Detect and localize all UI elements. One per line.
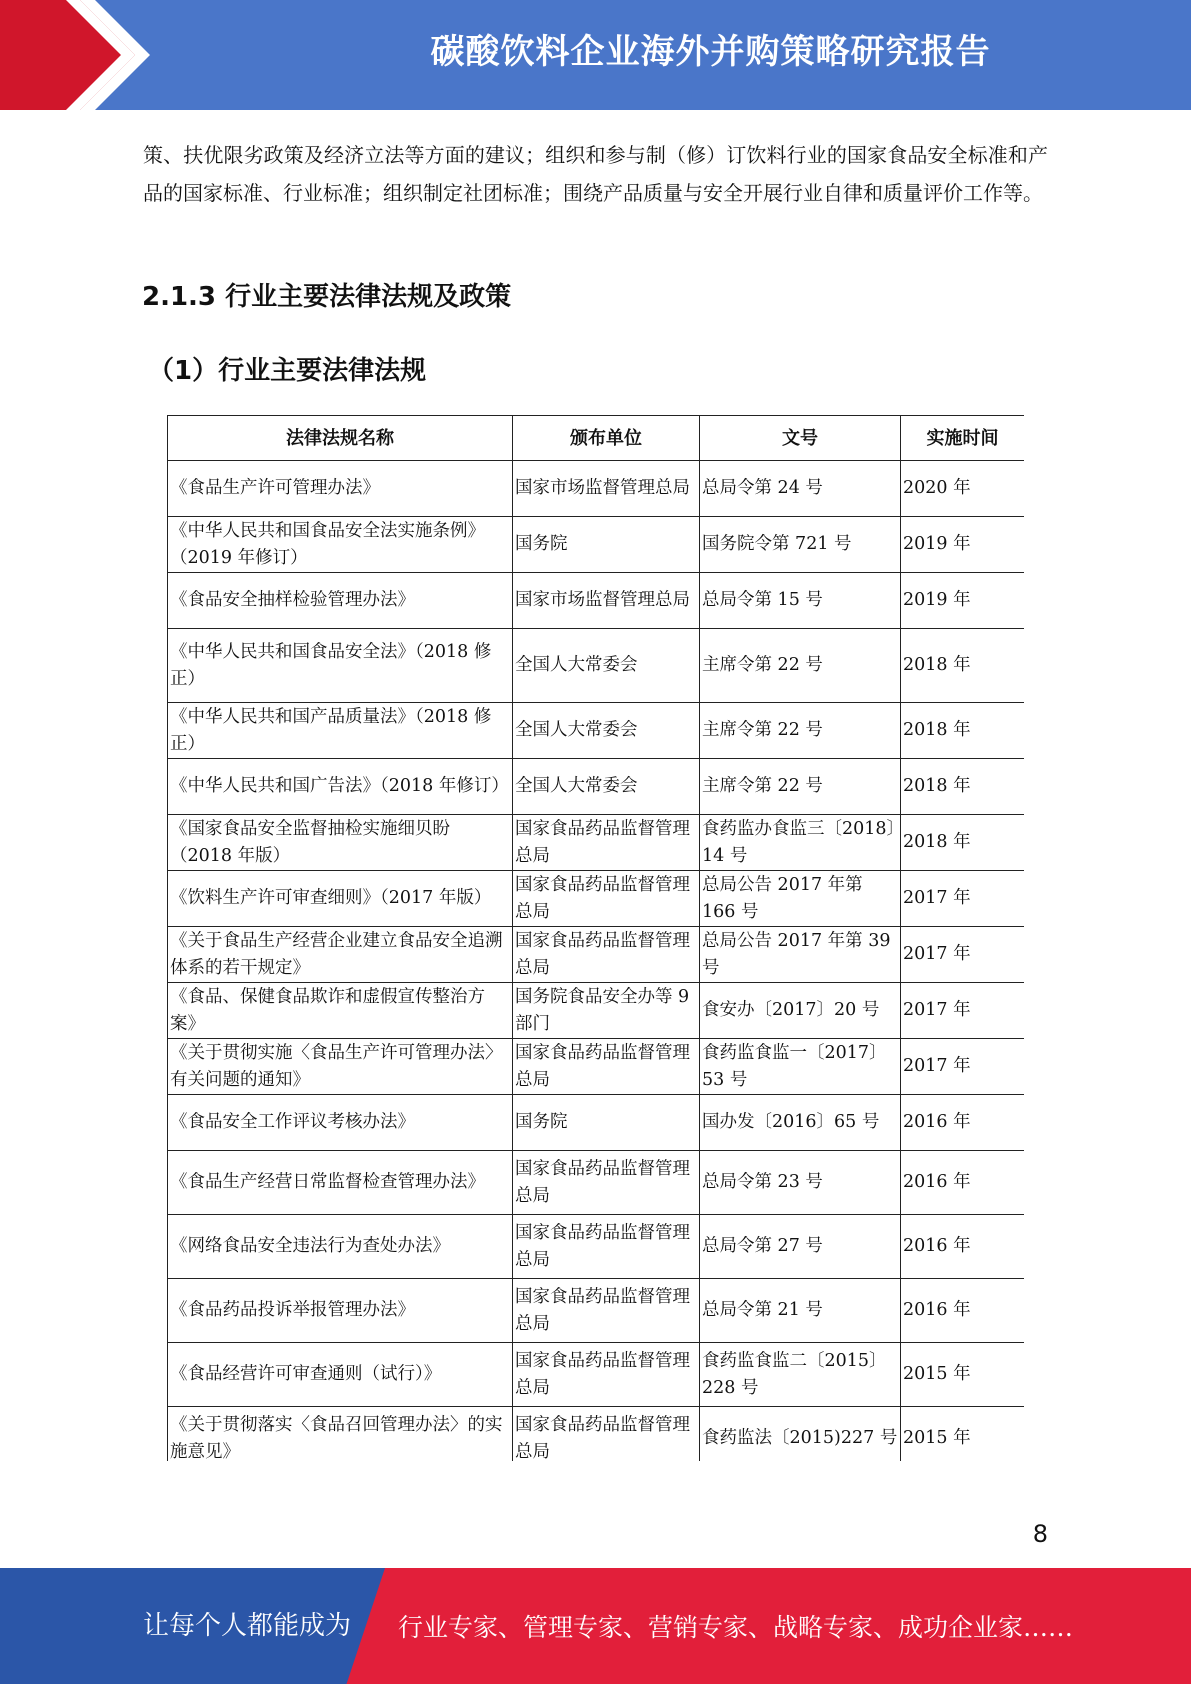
cell-issuer: 全国人大常委会	[513, 759, 700, 815]
cell-regulation-name: 《食品安全抽样检验管理办法》	[168, 573, 513, 629]
cell-effective-date: 2015 年	[901, 1407, 1025, 1464]
cell-issuer: 国家食品药品监督管理总局	[513, 815, 700, 871]
cell-effective-date: 2017 年	[901, 871, 1025, 927]
footer-slogan-left: 让每个人都能成为	[143, 1611, 352, 1641]
cell-issuer: 国家食品药品监督管理总局	[513, 927, 700, 983]
cell-doc-number: 食药监食监二〔2015〕228 号	[700, 1343, 901, 1407]
cell-regulation-name: 《食品生产许可管理办法》	[168, 461, 513, 517]
cell-doc-number: 总局令第 23 号	[700, 1151, 901, 1215]
cell-regulation-name: 《关于食品生产经营企业建立食品安全追溯体系的若干规定》	[168, 927, 513, 983]
table-row	[168, 1039, 1025, 1095]
cell-issuer: 国务院食品安全办等 9 部门	[513, 983, 700, 1039]
table-row	[168, 1151, 1025, 1215]
cell-effective-date: 2016 年	[901, 1279, 1025, 1343]
cell-issuer: 国家市场监督管理总局	[513, 573, 700, 629]
cell-doc-number: 食安办〔2017〕20 号	[700, 983, 901, 1039]
table-row	[168, 517, 1025, 573]
table-row	[168, 461, 1025, 517]
col-header-doc-number: 文号	[700, 416, 901, 461]
page-number: 8	[1032, 1520, 1048, 1548]
table-row	[168, 573, 1025, 629]
cell-regulation-name: 《关于贯彻实施〈食品生产许可管理办法〉有关问题的通知》	[168, 1039, 513, 1095]
cell-issuer: 国家食品药品监督管理总局	[513, 1151, 700, 1215]
cell-doc-number: 总局令第 24 号	[700, 461, 901, 517]
col-header-name: 法律法规名称	[168, 416, 513, 461]
table-row	[168, 629, 1025, 703]
cell-regulation-name: 《食品生产经营日常监督检查管理办法》	[168, 1151, 513, 1215]
table-header-row	[168, 416, 1025, 461]
regulations-table	[167, 415, 1024, 1463]
col-header-issuer: 颁布单位	[513, 416, 700, 461]
col-header-effective-date: 实施时间	[901, 416, 1025, 461]
cell-effective-date: 2018 年	[901, 629, 1025, 703]
regulations-table-wrapper	[167, 415, 1024, 1463]
cell-regulation-name: 《食品、保健食品欺诈和虚假宣传整治方案》	[168, 983, 513, 1039]
table-row	[168, 927, 1025, 983]
table-cut-mask	[167, 1461, 1024, 1463]
cell-effective-date: 2015 年	[901, 1343, 1025, 1407]
footer-slogan-right: 行业专家、管理专家、营销专家、战略专家、成功企业家……	[398, 1613, 1074, 1642]
cell-issuer: 国务院	[513, 517, 700, 573]
header-arrow-decoration	[0, 0, 160, 110]
intro-paragraph: 策、扶优限劣政策及经济立法等方面的建议；组织和参与制（修）订饮料行业的国家食品安全标准和产品的国家标准、行业标准；组织制定社团标准；围绕产品质量与安全开展行业自律和质量评价工作等。	[143, 143, 1048, 205]
cell-regulation-name: 《中华人民共和国食品安全法》（2018 修正）	[168, 629, 513, 703]
cell-effective-date: 2019 年	[901, 517, 1025, 573]
cell-issuer: 国家食品药品监督管理总局	[513, 1039, 700, 1095]
cell-doc-number: 总局令第 27 号	[700, 1215, 901, 1279]
cell-issuer: 国家市场监督管理总局	[513, 461, 700, 517]
cell-regulation-name: 《国家食品安全监督抽检实施细贝盼（2018 年版）	[168, 815, 513, 871]
cell-doc-number: 主席令第 22 号	[700, 703, 901, 759]
cell-issuer: 国务院	[513, 1095, 700, 1151]
cell-effective-date: 2019 年	[901, 573, 1025, 629]
cell-effective-date: 2017 年	[901, 983, 1025, 1039]
table-row	[168, 703, 1025, 759]
cell-regulation-name: 《食品药品投诉举报管理办法》	[168, 1279, 513, 1343]
cell-regulation-name: 《饮料生产许可审查细则》（2017 年版）	[168, 871, 513, 927]
cell-effective-date: 2017 年	[901, 1039, 1025, 1095]
cell-regulation-name: 《关于贯彻落实〈食品召回管理办法〉的实施意见》	[168, 1407, 513, 1464]
cell-doc-number: 国务院令第 721 号	[700, 517, 901, 573]
cell-regulation-name: 《中华人民共和国广告法》（2018 年修订）	[168, 759, 513, 815]
cell-doc-number: 总局公告 2017 年第 39 号	[700, 927, 901, 983]
cell-doc-number: 总局令第 21 号	[700, 1279, 901, 1343]
table-row	[168, 1407, 1025, 1464]
subsection-heading: （1）行业主要法律法规	[148, 356, 427, 386]
page-footer	[0, 1568, 1191, 1684]
cell-issuer: 国家食品药品监督管理总局	[513, 1215, 700, 1279]
cell-effective-date: 2018 年	[901, 815, 1025, 871]
cell-regulation-name: 《食品经营许可审查通则（试行）》	[168, 1343, 513, 1407]
cell-doc-number: 主席令第 22 号	[700, 759, 901, 815]
table-row	[168, 1343, 1025, 1407]
report-title: 碳酸饮料企业海外并购策略研究报告	[430, 32, 991, 72]
cell-issuer: 国家食品药品监督管理总局	[513, 1407, 700, 1464]
cell-doc-number: 食药监办食监三〔2018〕14 号	[700, 815, 901, 871]
cell-effective-date: 2018 年	[901, 759, 1025, 815]
table-row	[168, 815, 1025, 871]
cell-doc-number: 食药监食监一〔2017〕53 号	[700, 1039, 901, 1095]
cell-effective-date: 2016 年	[901, 1151, 1025, 1215]
cell-regulation-name: 《中华人民共和国食品安全法实施条例》（2019 年修订）	[168, 517, 513, 573]
cell-effective-date: 2017 年	[901, 927, 1025, 983]
cell-doc-number: 国办发〔2016〕65 号	[700, 1095, 901, 1151]
page-header	[0, 0, 1191, 110]
cell-effective-date: 2020 年	[901, 461, 1025, 517]
cell-effective-date: 2016 年	[901, 1095, 1025, 1151]
cell-doc-number: 主席令第 22 号	[700, 629, 901, 703]
cell-issuer: 全国人大常委会	[513, 629, 700, 703]
table-row	[168, 1279, 1025, 1343]
table-row	[168, 1215, 1025, 1279]
cell-effective-date: 2018 年	[901, 703, 1025, 759]
cell-regulation-name: 《网络食品安全违法行为查处办法》	[168, 1215, 513, 1279]
cell-regulation-name: 《食品安全工作评议考核办法》	[168, 1095, 513, 1151]
cell-doc-number: 总局公告 2017 年第 166 号	[700, 871, 901, 927]
table-row	[168, 871, 1025, 927]
cell-doc-number: 总局令第 15 号	[700, 573, 901, 629]
cell-issuer: 国家食品药品监督管理总局	[513, 1279, 700, 1343]
cell-issuer: 全国人大常委会	[513, 703, 700, 759]
cell-issuer: 国家食品药品监督管理总局	[513, 871, 700, 927]
table-row	[168, 759, 1025, 815]
section-heading: 2.1.3 行业主要法律法规及政策	[142, 282, 512, 312]
table-row	[168, 1095, 1025, 1151]
cell-issuer: 国家食品药品监督管理总局	[513, 1343, 700, 1407]
cell-effective-date: 2016 年	[901, 1215, 1025, 1279]
cell-doc-number: 食药监法〔2015)227 号	[700, 1407, 901, 1464]
cell-regulation-name: 《中华人民共和国产品质量法》（2018 修正）	[168, 703, 513, 759]
table-row	[168, 983, 1025, 1039]
